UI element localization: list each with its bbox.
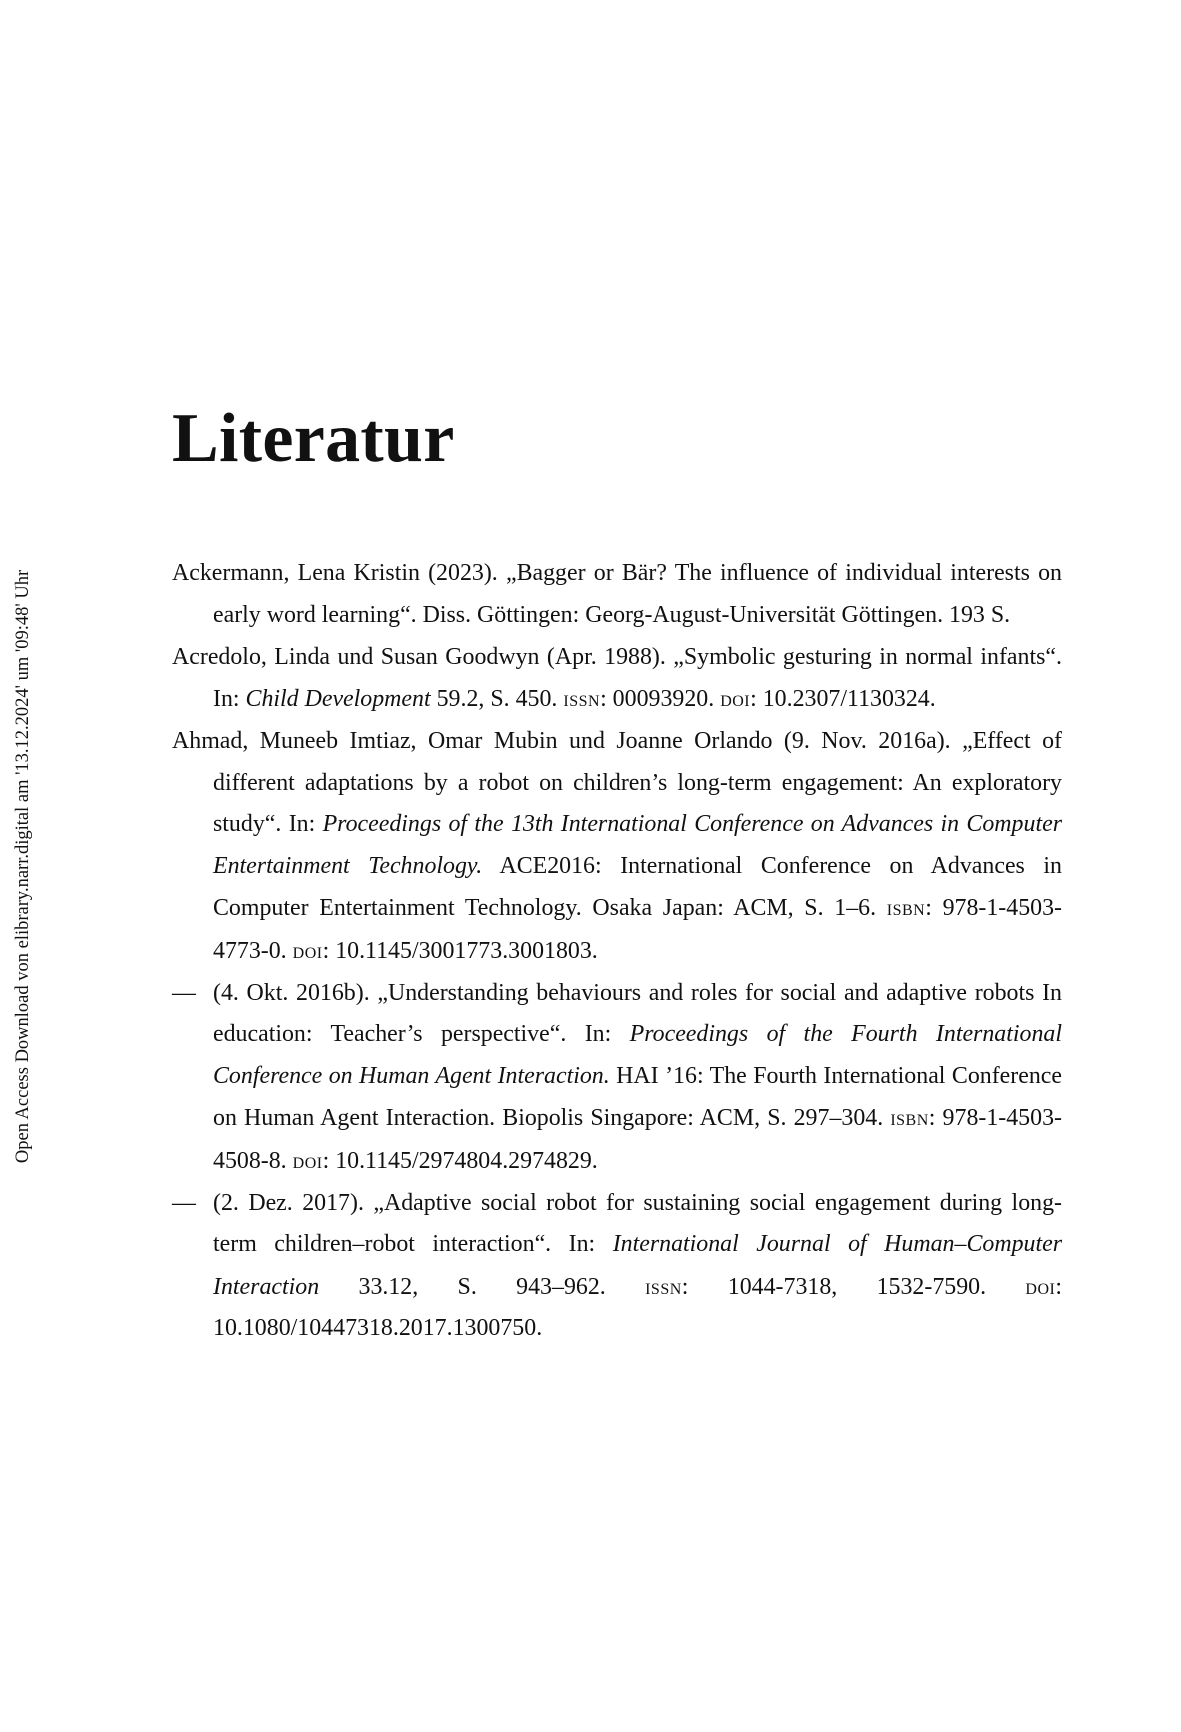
isbn-value: : 978-1-4503-4773-0. xyxy=(213,895,1062,964)
repeat-author-dash: — xyxy=(172,1189,196,1216)
entry-text: Ahmad, Muneeb Imtiaz, Omar Mubin und Joanne Orlando (9. Nov. 2016a). „Effect of different adaptations by a robot on children’s long-term engagement: An exploratory study“. In: xyxy=(172,728,1062,837)
download-margin-note-text: Open Access Download von elibrary.narr.digital am '13.12.2024' um '09:48' Uhr xyxy=(13,569,34,1163)
entry-text: (4. Okt. 2016b). „Understanding behaviours and roles for social and adaptive robots In education: Teacher’s perspective“. In: xyxy=(213,979,1062,1047)
entry-venue: Child Development xyxy=(245,686,431,712)
entry-text: (2. Dez. 2017). „Adaptive social robot for sustaining social engagement during long-term children–robot interaction“. In: xyxy=(213,1189,1062,1257)
issn-value: : 1044-7318, 1532-7590. xyxy=(681,1273,1026,1300)
entry-venue: International Journal of Human–Computer Interaction xyxy=(213,1231,1063,1300)
issn-label: issn xyxy=(645,1273,682,1299)
entry-details: ACE2016: International Conference on Advances in Computer Entertainment Technology. Osaka Japan: ACM, S. 1–6. xyxy=(213,852,1062,921)
entry-details: 33.12, S. 943–962. xyxy=(319,1273,646,1300)
entry-venue: Proceedings of the Fourth International Conference on Human Agent Interaction. xyxy=(213,1021,1062,1089)
download-margin-note xyxy=(8,506,40,1226)
isbn-value: : 978-1-4503-4508-8. xyxy=(213,1105,1062,1174)
entry-details: 59.2, S. 450. xyxy=(430,686,564,712)
issn-value: : 00093920. xyxy=(600,686,721,712)
bibliography-entry xyxy=(172,1183,1062,1350)
doi-value: : 10.1145/2974804.2974829. xyxy=(322,1147,598,1174)
doi-label: doi xyxy=(292,937,323,963)
isbn-label: isbn xyxy=(886,895,926,920)
doi-value: : 10.1145/3001773.3001803. xyxy=(322,937,598,964)
bibliography-entry xyxy=(172,973,1062,1183)
bibliography-entry xyxy=(172,553,1062,636)
doi-label: doi xyxy=(720,686,751,711)
entry-venue: Proceedings of the 13th International Conference on Advances in Computer Entertainment Technology. xyxy=(213,811,1062,879)
entry-details: HAI ’16: The Fourth International Conference on Human Agent Interaction. Biopolis Singapore: ACM, S. 297–304. xyxy=(213,1062,1062,1131)
entry-text: Acredolo, Linda und Susan Goodwyn (Apr. 1988). „Symbolic gesturing in normal infants“. In: xyxy=(172,643,1062,712)
page-title: Literatur xyxy=(172,400,455,477)
repeat-author-dash: — xyxy=(172,979,196,1006)
doi-value: : 10.2307/1130324. xyxy=(750,686,936,712)
entry-text: Ackermann, Lena Kristin (2023). „Bagger or Bär? The influence of individual interests on early word learning“. Diss. Göttingen: Georg-August-Universität Göttingen. 193 S. xyxy=(172,560,1062,628)
bibliography-list xyxy=(172,553,1062,1350)
bibliography-entry xyxy=(172,637,1062,721)
doi-label: doi xyxy=(1025,1273,1056,1299)
isbn-label: isbn xyxy=(890,1105,929,1130)
issn-label: issn xyxy=(563,686,601,711)
doi-value: : 10.1080/10447318.2017.1300750. xyxy=(213,1273,1062,1341)
doi-label: doi xyxy=(292,1147,323,1173)
bibliography-entry xyxy=(172,721,1062,972)
